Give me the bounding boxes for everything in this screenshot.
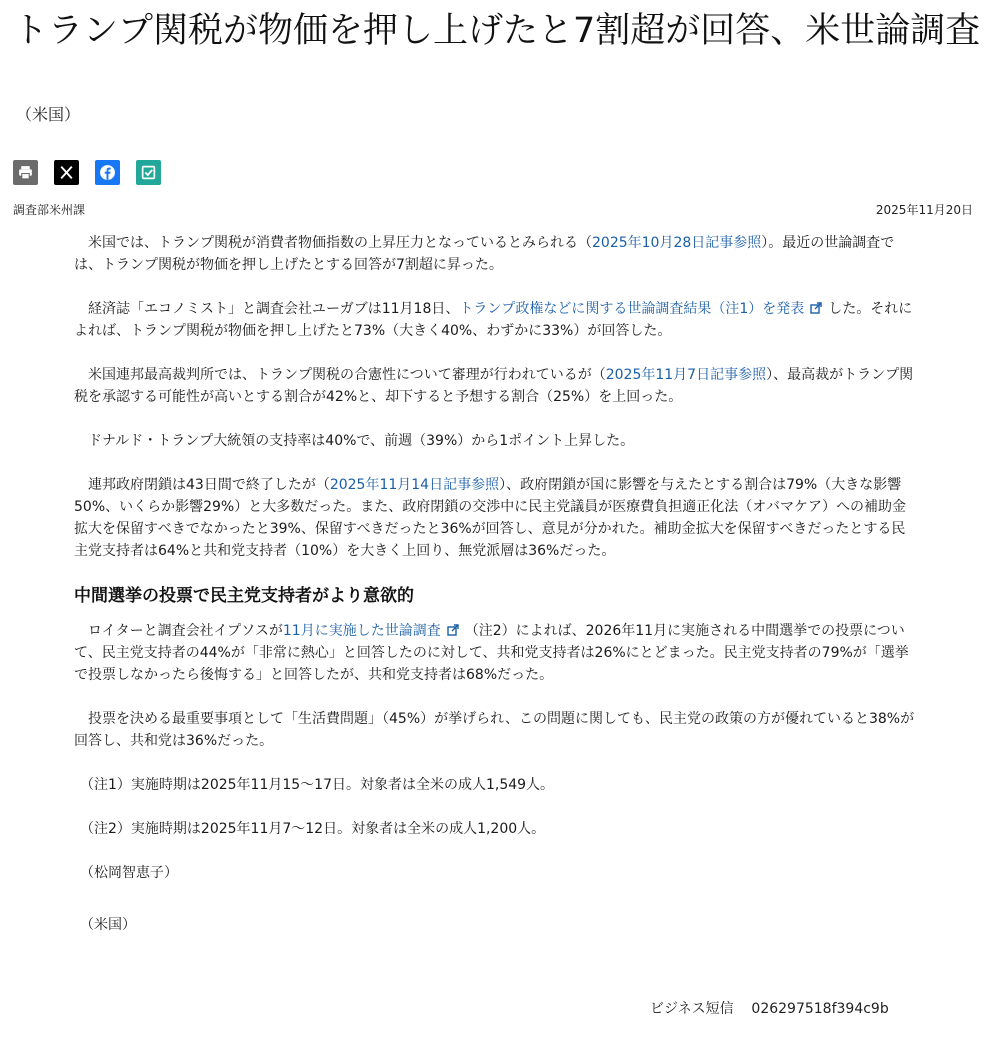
x-share-button[interactable] bbox=[54, 160, 79, 185]
paragraph: 米国では、トランプ関税が消費者物価指数の上昇圧力となっているとみられる（2025年10月28日記事参照）。最近の世論調査では、トランプ関税が物価を押し上げたとする回答が7割超に昇った。 bbox=[74, 235, 895, 273]
printer-icon bbox=[17, 164, 34, 181]
paragraph: 連邦政府閉鎖は43日間で終了したが（2025年11月14日記事参照）、政府閉鎖が国に影響を与えたとする割合は79%（大きな影響50%、いくらか影響29%）と大多数だった。また、政府閉鎖の交渉中に民主党議員が医療費負担適正化法（オバマケア）への補助金拡大を保留すべきでなかったと39%、保留すべきだったと36%が回答し、意見が分かれた。補助金拡大を保留すべきだったとする民主党支持者は64%と共和党支持者（10%）を大きく上回り、無党派層は36%だった。 bbox=[74, 477, 906, 559]
paragraph: 経済誌「エコノミスト」と調査会社ユーガブは11月18日、トランプ政権などに関する世論調査結果（注1）を発表 した。それによれば、トランプ関税が物価を押し上げたと73%（大きく40%、わずかに33%）が回答した。 bbox=[74, 301, 913, 339]
paragraph: ロイターと調査会社イプソスが11月に実施した世論調査 （注2）によれば、2026年11月に実施される中間選挙での投票について、民主党支持者の44%が「非常に熱心」と回答したのに対して、共和党支持者は26%にとどまった。民主党支持者の79%が「選挙で投票しなかったら後悔する」と回答したが、共和党支持者は68%だった。 bbox=[74, 623, 909, 683]
section-heading: 中間選挙の投票で民主党支持者がより意欲的 bbox=[74, 586, 414, 606]
x-logo-icon bbox=[58, 164, 75, 181]
related-article-link[interactable]: 2025年11月7日記事参照 bbox=[605, 367, 767, 383]
article-date: 2025年11月20日 bbox=[875, 203, 973, 217]
facebook-share-button[interactable] bbox=[95, 160, 120, 185]
footnote-1: （注1）実施時期は2025年11月15～17日。対象者は全米の成人1,549人。 bbox=[80, 777, 555, 793]
reuters-poll-link[interactable]: 11月に実施した世論調査 bbox=[282, 623, 441, 639]
related-article-link[interactable]: 2025年10月28日記事参照 bbox=[592, 235, 762, 251]
department-label: 調査部米州課 bbox=[13, 203, 86, 217]
country-tag: （米国） bbox=[16, 105, 81, 124]
footer-id bbox=[650, 998, 889, 1018]
article-id: 026297518f394c9b bbox=[751, 1001, 889, 1017]
author: （松岡智恵子） bbox=[80, 865, 178, 881]
paragraph: ドナルド・トランプ大統領の支持率は40%で、前週（39%）から1ポイント上昇した。 bbox=[88, 433, 635, 449]
country-tag-bottom: （米国） bbox=[80, 917, 136, 933]
footer-label: ビジネス短信 bbox=[650, 1001, 734, 1017]
paragraph: 米国連邦最高裁判所では、トランプ関税の合憲性について審理が行われているが（2025年11月7日記事参照）、最高裁がトランプ関税を承認する可能性が高いとする割合が42%と、却下すると予想する割合（25%）を上回った。 bbox=[74, 367, 914, 405]
bookmark-button[interactable] bbox=[136, 160, 161, 185]
article-title: トランプ関税が物価を押し上げたと7割超が回答、米世論調査 bbox=[13, 11, 981, 51]
facebook-icon bbox=[99, 164, 116, 181]
paragraph: 投票を決める最重要事項として「生活費問題」（45%）が挙げられ、この問題に関しても、民主党の政策の方が優れていると38%が回答し、共和党は36%だった。 bbox=[74, 711, 915, 749]
external-link-icon[interactable] bbox=[447, 624, 459, 636]
external-link-icon[interactable] bbox=[810, 302, 822, 314]
footnote-2: （注2）実施時期は2025年11月7～12日。対象者は全米の成人1,200人。 bbox=[80, 821, 546, 837]
survey-results-link[interactable]: トランプ政権などに関する世論調査結果（注1）を発表 bbox=[459, 301, 805, 317]
check-bookmark-icon bbox=[140, 164, 157, 181]
article-body bbox=[74, 232, 916, 958]
related-article-link[interactable]: 2025年11月14日記事参照 bbox=[329, 477, 500, 493]
print-button[interactable] bbox=[13, 160, 38, 185]
share-toolbar bbox=[13, 160, 161, 185]
